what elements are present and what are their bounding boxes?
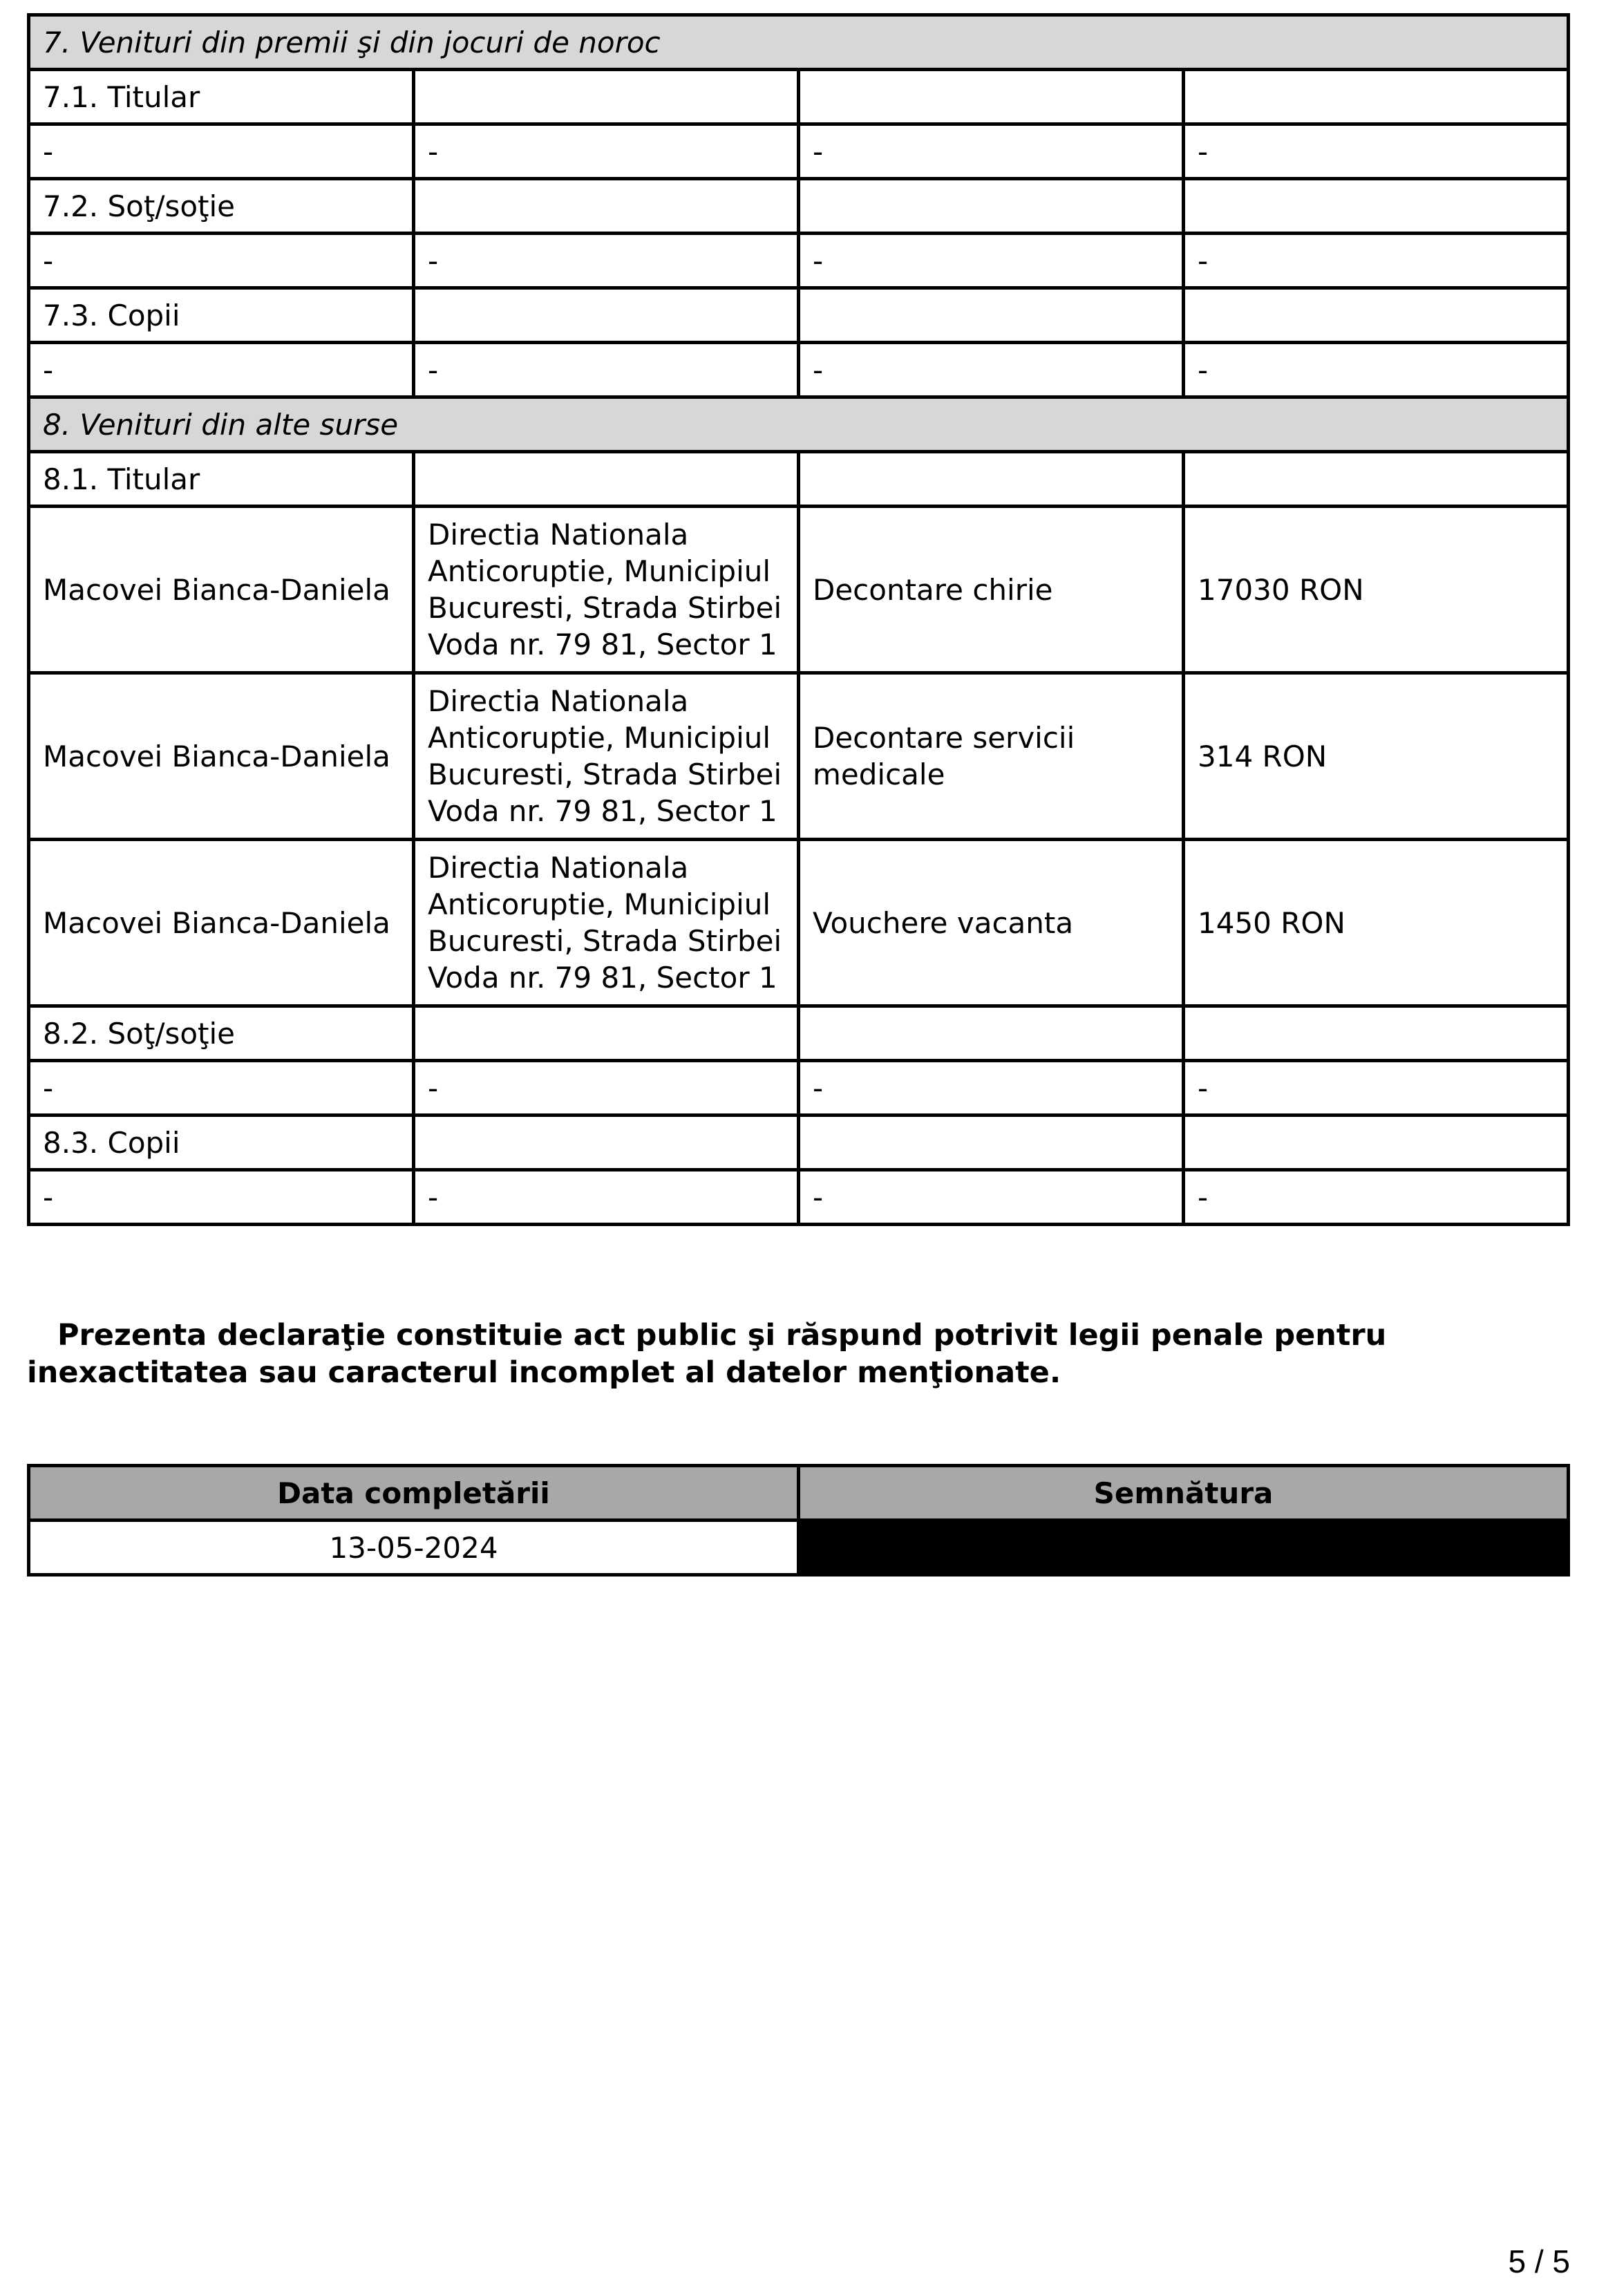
declaration-statement: Prezenta declaraţie constituie act public şi răspund potrivit legii penale pentru inexactitatea sau caracterul incomplet al datelor menţionate. xyxy=(27,1318,1387,1390)
income-cell: - xyxy=(1184,124,1569,179)
beneficiary-cell: - xyxy=(29,124,414,179)
source-cell: - xyxy=(414,343,799,397)
income-cell: 314 RON xyxy=(1184,673,1569,840)
service-cell: Vouchere vacanta xyxy=(799,840,1184,1006)
empty-cell xyxy=(799,179,1184,234)
group-label-row xyxy=(29,70,1569,124)
service-cell: - xyxy=(799,124,1184,179)
group-label: 8.3. Copii xyxy=(29,1116,414,1170)
group-label-row xyxy=(29,288,1569,343)
income-cell: 1450 RON xyxy=(1184,840,1569,1006)
group-label: 8.2. Soţ/soţie xyxy=(29,1006,414,1061)
date-header: Data completării xyxy=(29,1466,799,1521)
signature-table-header xyxy=(29,1466,1569,1521)
signature-header: Semnătura xyxy=(799,1466,1569,1521)
service-cell: Decontare chirie xyxy=(799,507,1184,673)
beneficiary-cell: Macovei Bianca-Daniela xyxy=(29,673,414,840)
beneficiary-cell: Macovei Bianca-Daniela xyxy=(29,507,414,673)
section-header-row xyxy=(29,15,1569,70)
source-cell: - xyxy=(414,1061,799,1116)
empty-cell xyxy=(414,1006,799,1061)
income-cell: - xyxy=(1184,343,1569,397)
beneficiary-cell: - xyxy=(29,1061,414,1116)
empty-cell xyxy=(414,1116,799,1170)
empty-cell xyxy=(414,70,799,124)
empty-cell xyxy=(799,1006,1184,1061)
empty-cell xyxy=(1184,179,1569,234)
source-cell: Directia Nationala Anticoruptie, Municipiul Bucuresti, Strada Stirbei Voda nr. 79 81, Sector 1 xyxy=(414,507,799,673)
empty-cell xyxy=(799,288,1184,343)
empty-cell xyxy=(799,1116,1184,1170)
empty-cell xyxy=(414,179,799,234)
section-title: 8. Venituri din alte surse xyxy=(29,397,1569,452)
income-cell: 17030 RON xyxy=(1184,507,1569,673)
source-cell: Directia Nationala Anticoruptie, Municipiul Bucuresti, Strada Stirbei Voda nr. 79 81, Sector 1 xyxy=(414,673,799,840)
group-label-row xyxy=(29,179,1569,234)
source-cell: - xyxy=(414,234,799,288)
completion-date: 13-05-2024 xyxy=(29,1521,799,1575)
signature-table-row xyxy=(29,1521,1569,1575)
signature-table xyxy=(27,1464,1570,1577)
table-row xyxy=(29,234,1569,288)
service-cell: - xyxy=(799,1170,1184,1225)
table-row xyxy=(29,507,1569,673)
empty-cell xyxy=(414,288,799,343)
beneficiary-cell: - xyxy=(29,1170,414,1225)
empty-cell xyxy=(799,70,1184,124)
section-header-row xyxy=(29,397,1569,452)
income-cell: - xyxy=(1184,1061,1569,1116)
service-cell: - xyxy=(799,343,1184,397)
empty-cell xyxy=(414,452,799,507)
group-label-row xyxy=(29,452,1569,507)
beneficiary-cell: - xyxy=(29,234,414,288)
empty-cell xyxy=(799,452,1184,507)
section-title: 7. Venituri din premii şi din jocuri de noroc xyxy=(29,15,1569,70)
signature-redacted xyxy=(799,1521,1569,1575)
table-row xyxy=(29,1061,1569,1116)
table-row xyxy=(29,840,1569,1006)
empty-cell xyxy=(1184,1116,1569,1170)
empty-cell xyxy=(1184,1006,1569,1061)
beneficiary-cell: Macovei Bianca-Daniela xyxy=(29,840,414,1006)
group-label: 7.2. Soţ/soţie xyxy=(29,179,414,234)
table-row xyxy=(29,1170,1569,1225)
page-number: 5 / 5 xyxy=(1508,2243,1570,2279)
empty-cell xyxy=(1184,70,1569,124)
beneficiary-cell: - xyxy=(29,343,414,397)
group-label: 7.3. Copii xyxy=(29,288,414,343)
service-cell: - xyxy=(799,1061,1184,1116)
source-cell: - xyxy=(414,124,799,179)
source-cell: Directia Nationala Anticoruptie, Municipiul Bucuresti, Strada Stirbei Voda nr. 79 81, Sector 1 xyxy=(414,840,799,1006)
income-table xyxy=(27,13,1570,1226)
empty-cell xyxy=(1184,288,1569,343)
group-label-row xyxy=(29,1116,1569,1170)
table-row xyxy=(29,673,1569,840)
service-cell: Decontare servicii medicale xyxy=(799,673,1184,840)
table-row xyxy=(29,343,1569,397)
income-cell: - xyxy=(1184,234,1569,288)
income-cell: - xyxy=(1184,1170,1569,1225)
group-label-row xyxy=(29,1006,1569,1061)
empty-cell xyxy=(1184,452,1569,507)
source-cell: - xyxy=(414,1170,799,1225)
group-label: 7.1. Titular xyxy=(29,70,414,124)
group-label: 8.1. Titular xyxy=(29,452,414,507)
table-row xyxy=(29,124,1569,179)
service-cell: - xyxy=(799,234,1184,288)
